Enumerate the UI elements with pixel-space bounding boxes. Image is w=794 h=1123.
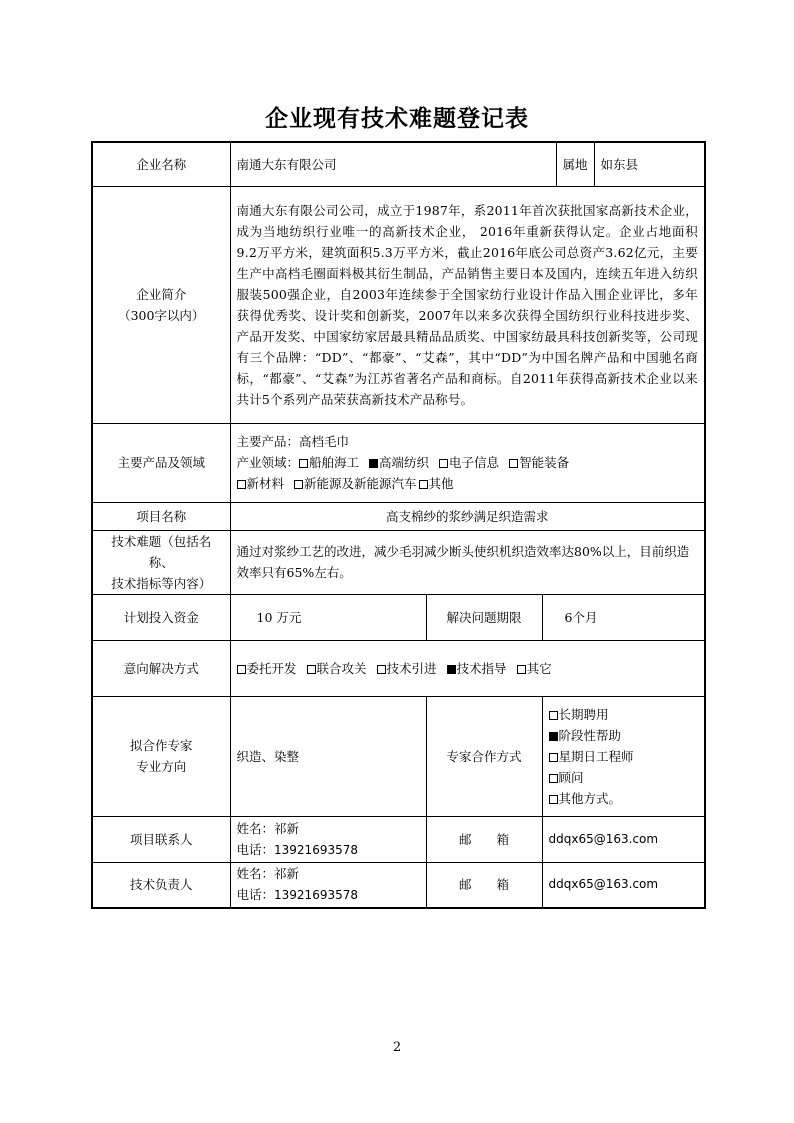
solution-option[interactable] bbox=[237, 661, 297, 676]
field-option[interactable] bbox=[439, 455, 499, 470]
field-line-2 bbox=[237, 473, 699, 494]
funding-value: 10 万元 bbox=[230, 594, 426, 640]
checkbox-icon bbox=[549, 711, 558, 720]
field-option-label: 其他 bbox=[428, 476, 454, 491]
checkbox-icon bbox=[419, 480, 428, 489]
checkbox-icon bbox=[517, 665, 526, 674]
company-name-label: 企业名称 bbox=[92, 142, 230, 186]
mode-option[interactable] bbox=[549, 746, 699, 767]
contact-label: 项目联系人 bbox=[92, 816, 230, 862]
solution-option[interactable] bbox=[447, 661, 507, 676]
mode-option[interactable] bbox=[549, 725, 699, 746]
checkbox-icon bbox=[549, 753, 558, 762]
checkbox-checked-icon bbox=[369, 459, 378, 468]
field-option[interactable] bbox=[294, 476, 417, 491]
field-option[interactable] bbox=[369, 455, 429, 470]
contact-phone-prefix: 电话： bbox=[236, 841, 275, 857]
contact-email-label: 邮 箱 bbox=[426, 816, 542, 862]
checkbox-icon bbox=[299, 459, 308, 468]
expert-modes bbox=[542, 696, 705, 816]
contact-info bbox=[230, 816, 426, 862]
problem-label-line2: 技术指标等内容） bbox=[111, 575, 212, 591]
period-value: 6个月 bbox=[542, 594, 705, 640]
mode-option-label: 长期聘用 bbox=[558, 706, 609, 722]
field-option-label: 船舶海工 bbox=[309, 455, 360, 470]
products-label: 主要产品及领域 bbox=[92, 423, 230, 502]
registration-form-table bbox=[91, 141, 706, 909]
solution-option[interactable] bbox=[307, 661, 367, 676]
funding-row bbox=[92, 594, 705, 640]
expert-label-line2: 专业方向 bbox=[136, 759, 187, 774]
intro-label-line2: （300字以内） bbox=[118, 307, 205, 323]
checkbox-icon bbox=[307, 665, 316, 674]
field-option-label: 新材料 bbox=[246, 476, 285, 491]
expert-row bbox=[92, 696, 705, 816]
expert-label bbox=[92, 696, 230, 816]
intro-label-line1: 企业简介 bbox=[136, 286, 187, 302]
field-option[interactable] bbox=[419, 476, 454, 491]
company-row bbox=[92, 142, 705, 186]
solution-option-label: 技术指导 bbox=[456, 660, 507, 676]
checkbox-icon bbox=[237, 665, 246, 674]
solution-option[interactable] bbox=[377, 661, 437, 676]
field-option-label: 高端纺织 bbox=[379, 455, 430, 470]
mode-option-label: 顾问 bbox=[558, 769, 584, 785]
tech-lead-info bbox=[230, 862, 426, 908]
solution-option-label: 联合攻关 bbox=[316, 660, 367, 676]
solution-option-label: 其它 bbox=[526, 660, 552, 676]
checkbox-checked-icon bbox=[549, 732, 558, 741]
region-value: 如东县 bbox=[594, 142, 705, 186]
mode-option[interactable] bbox=[549, 704, 699, 725]
contact-row bbox=[92, 816, 705, 862]
intro-label bbox=[92, 186, 230, 423]
mode-option-label: 阶段性帮助 bbox=[558, 727, 622, 743]
field-option[interactable] bbox=[237, 476, 285, 491]
tech-lead-email-label: 邮 箱 bbox=[426, 862, 542, 908]
page-title: 企业现有技术难题登记表 bbox=[265, 105, 529, 132]
tech-lead-name: 姓名：祁新 bbox=[236, 866, 300, 882]
field-option-label: 智能装备 bbox=[519, 455, 570, 470]
solution-options bbox=[230, 640, 705, 696]
tech-lead-phone-line bbox=[237, 884, 420, 906]
field-option[interactable] bbox=[299, 455, 359, 470]
field-option-label: 新能源及新能源汽车 bbox=[304, 476, 417, 491]
field-option[interactable] bbox=[509, 455, 569, 470]
tech-lead-row bbox=[92, 862, 705, 908]
checkbox-icon bbox=[377, 665, 386, 674]
field-prefix: 产业领域： bbox=[236, 455, 300, 470]
solution-label: 意向解决方式 bbox=[92, 640, 230, 696]
solution-row bbox=[92, 640, 705, 696]
solution-option-label: 技术引进 bbox=[386, 660, 437, 676]
field-line-1 bbox=[237, 452, 699, 473]
contact-phone-line bbox=[237, 839, 420, 861]
products-row bbox=[92, 423, 705, 502]
contact-email[interactable]: ddqx65@163.com bbox=[542, 816, 705, 862]
expert-direction: 织造、染整 bbox=[230, 696, 426, 816]
expert-mode-label: 专家合作方式 bbox=[426, 696, 542, 816]
contact-name: 姓名：祁新 bbox=[236, 820, 300, 836]
funding-label: 计划投入资金 bbox=[92, 594, 230, 640]
project-value: 高支棉纱的浆纱满足织造需求 bbox=[230, 502, 705, 530]
mode-option[interactable] bbox=[549, 788, 699, 809]
intro-text: 南通大东有限公司公司，成立于1987年，系2011年首次获批国家高新技术企业，成为当地纺织行业唯一的高新技术企业， 2016年重新获得认定。企业占地面积9.2万平方米，建筑面积5.3万平方米，截止2016年底公司总资产3.62亿元，主要生产中高档毛圈面料极其衍生制品，产品销售主要日本及国内，连续五年进入纺织服装500强企业，自2003年连续参于全国家纺行业设计作品入围企业评比，多年获得优秀奖、设计奖和创新奖，2007年以来多次获得全国纺织行业科技进步奖、产品开发奖、中国家纺家居最具精品品质奖、中国家纺最具科技创新奖等，公司现有三个品牌：“DD”、“都豪”、“艾森”，其中“DD”为中国名牌产品和中国驰名商标，“都豪”、“艾森”为江苏省著名产品和商标。自2011年获得高新技术企业以来共计5个系列产品荣获高新技术产品称号。 bbox=[230, 186, 705, 423]
problem-label-line1: 技术难题（包括名称、 bbox=[111, 533, 212, 570]
checkbox-icon bbox=[439, 459, 448, 468]
intro-row bbox=[92, 186, 705, 423]
checkbox-icon bbox=[549, 795, 558, 804]
tech-lead-phone-prefix: 电话： bbox=[236, 887, 275, 903]
company-name-value: 南通大东有限公司 bbox=[230, 142, 556, 186]
checkbox-icon bbox=[509, 459, 518, 468]
field-option-label: 电子信息 bbox=[449, 455, 500, 470]
products-cell bbox=[230, 423, 705, 502]
mode-option[interactable] bbox=[549, 767, 699, 788]
expert-label-line1: 拟合作专家 bbox=[129, 738, 193, 753]
solution-option-label: 委托开发 bbox=[246, 660, 297, 676]
mode-option-label: 其他方式。 bbox=[558, 790, 622, 806]
checkbox-checked-icon bbox=[447, 665, 456, 674]
problem-text: 通过对浆纱工艺的改进，减少毛羽减少断头使织机织造效率达80%以上，目前织造效率只有65%左右。 bbox=[230, 530, 705, 594]
mode-option-label: 星期日工程师 bbox=[558, 748, 634, 764]
tech-lead-email[interactable]: ddqx65@163.com bbox=[542, 862, 705, 908]
region-label: 属地 bbox=[556, 142, 594, 186]
project-label: 项目名称 bbox=[92, 502, 230, 530]
page-number: 2 bbox=[392, 1040, 402, 1055]
tech-lead-phone: 13921693578 bbox=[274, 888, 358, 903]
main-product: 主要产品：高档毛巾 bbox=[236, 434, 350, 449]
contact-phone: 13921693578 bbox=[274, 842, 358, 857]
project-row bbox=[92, 502, 705, 530]
period-label: 解决问题期限 bbox=[426, 594, 542, 640]
checkbox-icon bbox=[294, 480, 303, 489]
checkbox-icon bbox=[549, 774, 558, 783]
checkbox-icon bbox=[237, 480, 246, 489]
problem-row bbox=[92, 530, 705, 594]
solution-option[interactable] bbox=[517, 661, 552, 676]
problem-label bbox=[92, 530, 230, 594]
tech-lead-label: 技术负责人 bbox=[92, 862, 230, 908]
